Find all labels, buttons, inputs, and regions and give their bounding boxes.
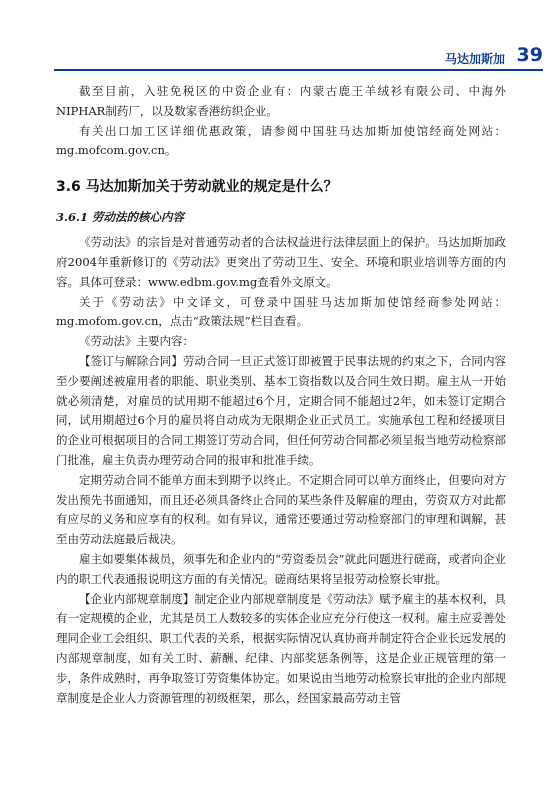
paragraph: 雇主如要集体裁员，须事先和企业内的“劳资委员会”就此问题进行磋商，或者向企业内的职工代表通报说明这方面的有关情况。磋商结果将呈报劳动检察长审批。 (56, 551, 506, 586)
paragraph: 【签订与解除合同】劳动合同一旦正式签订即被置于民事法规的约束之下，合同内容至少要阐述被雇用者的职能、职业类别、基本工资指数以及合同生效日期。雇主从一开始就必须清楚，对雇员的试用期不能超过6个月，定期合同不能超过2年，如未签订定期合同，试用期超过6个月的雇员将自动成为无限期企业正式员工。实施承包工程和经援项目的企业可根据项目的合同工期签订劳动合同，但任何劳动合同都必须呈报当地劳动检察部门批准，雇主负责办理劳动合同的报审和批准手续。 (56, 353, 506, 467)
subsection-title: 3.6.1 劳动法的核心内容 (56, 210, 185, 225)
header-title: 马达加斯加 (444, 52, 505, 66)
header-divider (54, 69, 543, 71)
paragraph: 《劳动法》的宗旨是对普通劳动者的合法权益进行法律层面上的保护。马达加斯加政府2004年重新修订的《劳动法》更突出了劳动卫生、安全、环境和职业培训等方面的内容。具体可登录：www.edbm.gov.mg查看外文原文。 (56, 235, 506, 289)
paragraph: 截至目前，入驻免税区的中资企业有：内蒙古鹿王羊绒衫有限公司、中海外NIPHAR制药厂，以及数家香港纺织企业。 (56, 84, 506, 118)
paragraph: 定期劳动合同不能单方面未到期予以终止。不定期合同可以单方面终止，但要向对方发出预先书面通知，而且还必须具备终止合同的某些条件及解雇的理由，劳资双方对此都有应尽的义务和应享有的权利。如有异议，通常还要通过劳动检察部门的审理和调解，甚至由劳动法庭最后裁决。 (56, 472, 506, 547)
paragraph: 有关出口加工区详细优惠政策，请参阅中国驻马达加斯加使馆经商处网站：mg.mofcom.gov.cn。 (56, 123, 506, 158)
page-content (56, 82, 506, 708)
paragraph: 【企业内部规章制度】制定企业内部规章制度是《劳动法》赋予雇主的基本权利，具有一定规模的企业，尤其是员工人数较多的实体企业应充分行使这一权利。雇主应妥善处理同企业工会组织、职工代表的关系，根据实际情况认真协商并制定符合企业长远发展的内部规章制度，如有关工时、薪酬、纪律、内部奖惩条例等，这是企业正规管理的第一步，条件成熟时，再争取签订劳资集体协定。如果说由当地劳动检察长审批的企业内部规章制度是企业人力资源管理的初级框架，那么，经国家最高劳动主管 (56, 591, 506, 705)
paragraph: 《劳动法》主要内容： (79, 334, 194, 349)
page-number: 39 (516, 44, 543, 66)
paragraph: 关于《劳动法》中文译文，可登录中国驻马达加斯加使馆经商参处网站：mg.mofom.gov.cn，点击“政策法规”栏目查看。 (56, 294, 506, 329)
section-title: 3.6 马达加斯加关于劳动就业的规定是什么？ (56, 179, 338, 196)
